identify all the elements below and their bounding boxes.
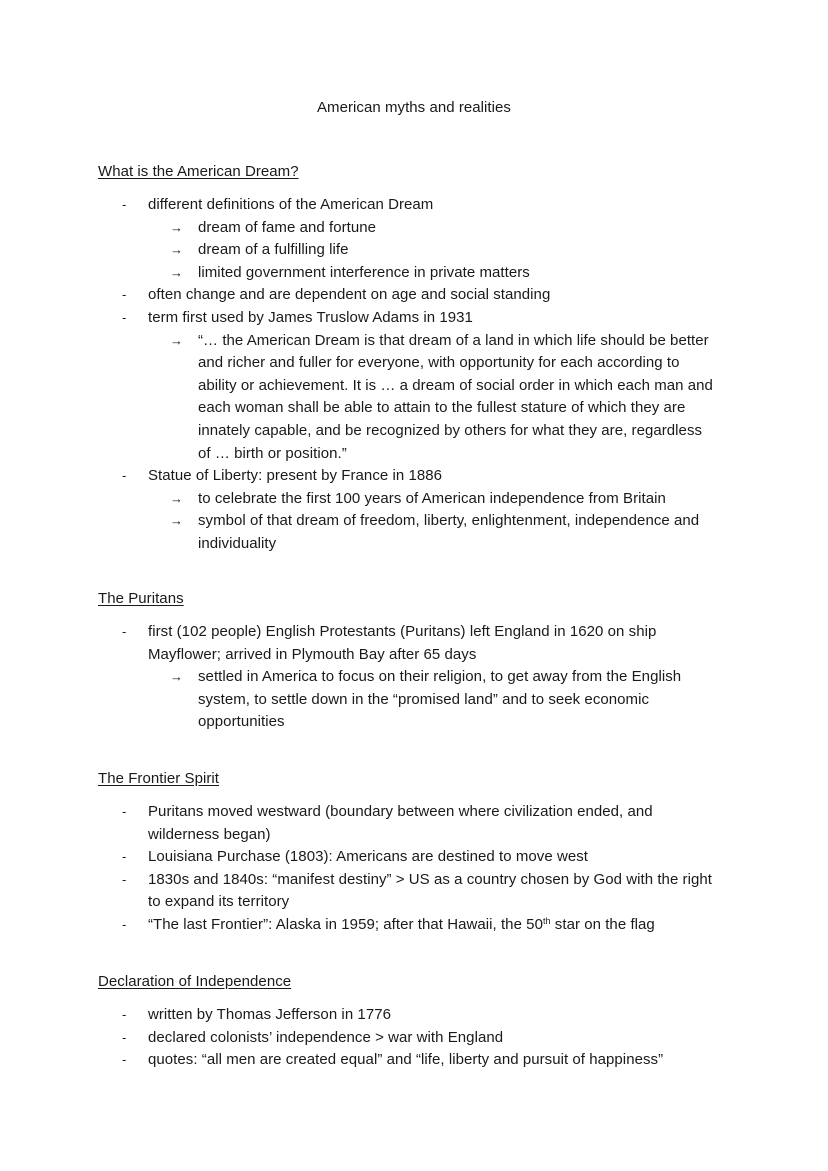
bullet-text: Puritans moved westward (boundary between where civilization ended, and [148,803,653,820]
bullet-text: first (102 people) English Protestants (Puritans) left England in 1620 on ship [148,623,657,640]
bullet-text: wilderness began) [148,825,271,843]
dash-marker: - [122,871,127,887]
sub-bullet-item [98,262,738,285]
dash-marker: - [122,287,127,303]
sub-bullet-text: to celebrate the first 100 years of American independence from Britain [198,489,666,507]
section-heading: Declaration of Independence [98,973,292,990]
section-frontier-spirit [98,768,738,937]
document-title: American myths and realities [317,99,511,116]
dash-marker: - [122,624,127,639]
arrow-icon: → [170,490,184,506]
bullet-item [98,621,738,644]
section-heading: The Puritans [98,590,184,607]
sub-bullet-item [98,510,738,533]
bullet-item [98,1049,738,1072]
bullet-item [98,644,738,667]
sub-bullet-item [98,666,738,689]
bullet-text: to expand its territory [148,893,290,911]
bullet-text: Statue of Liberty: present by France in 1886 [148,467,443,485]
arrow-icon: → [170,669,184,685]
quote-line: “… the American Dream is that dream of a land in which life should be better [198,331,709,349]
sub-bullet-item [98,239,738,262]
quote-line: and richer and fuller for everyone, with opportunity for each according to [198,354,680,372]
quote-block [98,330,738,353]
quote-line: each woman shall be able to attain to the fullest stature of which they are [198,399,686,417]
bullet-item [98,284,738,307]
bullet-text: written by Thomas Jefferson in 1776 [148,1006,391,1023]
sub-bullet-item [98,533,738,556]
sub-bullet-item [98,689,738,712]
section-american-dream [98,161,738,556]
sub-bullet-text: system, to settle down in the “promised land” and to seek economic [198,690,650,708]
bullet-text: often change and are dependent on age and social standing [148,286,551,304]
ordinal-suffix: th [542,915,551,926]
bullet-text: quotes: “all men are created equal” and “life, liberty and pursuit of happiness” [148,1051,664,1069]
bullet-item [98,869,738,892]
quote-line: of … birth or position.” [198,444,347,462]
sub-bullet-text: limited government interference in private matters [198,263,530,281]
bullet-text [148,916,655,933]
bullet-text: 1830s and 1840s: “manifest destiny” > US as a country chosen by God with the right [148,870,712,888]
bullet-text-part: “The last Frontier”: Alaska in 1959; after that Hawaii, the 50 [148,915,543,933]
bullet-item [98,891,738,914]
sub-bullet-item [98,217,738,240]
section-heading: The Frontier Spirit [98,770,219,787]
dash-marker: - [122,1007,127,1022]
quote-block [98,420,738,443]
section-heading: What is the American Dream? [98,163,299,180]
arrow-icon: → [170,242,184,258]
arrow-icon: → [170,219,184,235]
dash-marker: - [122,804,127,819]
sub-bullet-text: opportunities [198,713,285,731]
section-declaration [98,971,738,1072]
arrow-icon: → [170,332,184,348]
bullet-item [98,194,738,217]
bullet-item [98,846,738,869]
bullet-item [98,465,738,488]
sub-bullet-text: individuality [198,534,277,552]
bullet-item [98,801,738,824]
bullet-item [98,824,738,847]
dash-marker: - [122,197,127,212]
dash-marker: - [122,916,127,932]
bullet-item [98,307,738,330]
quote-block [98,397,738,420]
quote-block [98,443,738,466]
quote-block [98,352,738,375]
bullet-text: term first used by James Truslow Adams in 1931 [148,308,473,326]
bullet-item [98,1027,738,1050]
arrow-icon: → [170,513,184,529]
quote-line: innately capable, and be recognized by others for what they are, regardless [198,421,703,439]
sub-bullet-text: dream of a fulfilling life [198,241,349,259]
sub-bullet-item [98,711,738,734]
dash-marker: - [122,1029,127,1045]
dash-marker: - [122,309,127,325]
sub-bullet-item [98,488,738,511]
bullet-text: different definitions of the American Dream [148,196,434,213]
sub-bullet-text: symbol of that dream of freedom, liberty, enlightenment, independence and [198,512,700,530]
bullet-text: Mayflower; arrived in Plymouth Bay after 65 days [148,645,477,663]
bullet-text-part: star on the flag [550,915,655,933]
section-puritans [98,588,738,734]
bullet-text: declared colonists’ independence > war with England [148,1028,504,1046]
dash-marker: - [122,849,127,865]
bullet-text: Louisiana Purchase (1803): Americans are destined to move west [148,848,589,866]
bullet-item [98,1004,738,1027]
quote-line: ability or achievement. It is … a dream of social order in which each man and [198,376,713,394]
dash-marker: - [122,468,127,484]
sub-bullet-text: settled in America to focus on their religion, to get away from the English [198,668,682,686]
bullet-item [98,914,738,937]
sub-bullet-text: dream of fame and fortune [198,218,377,236]
dash-marker: - [122,1052,127,1068]
arrow-icon: → [170,264,184,280]
quote-block [98,375,738,398]
